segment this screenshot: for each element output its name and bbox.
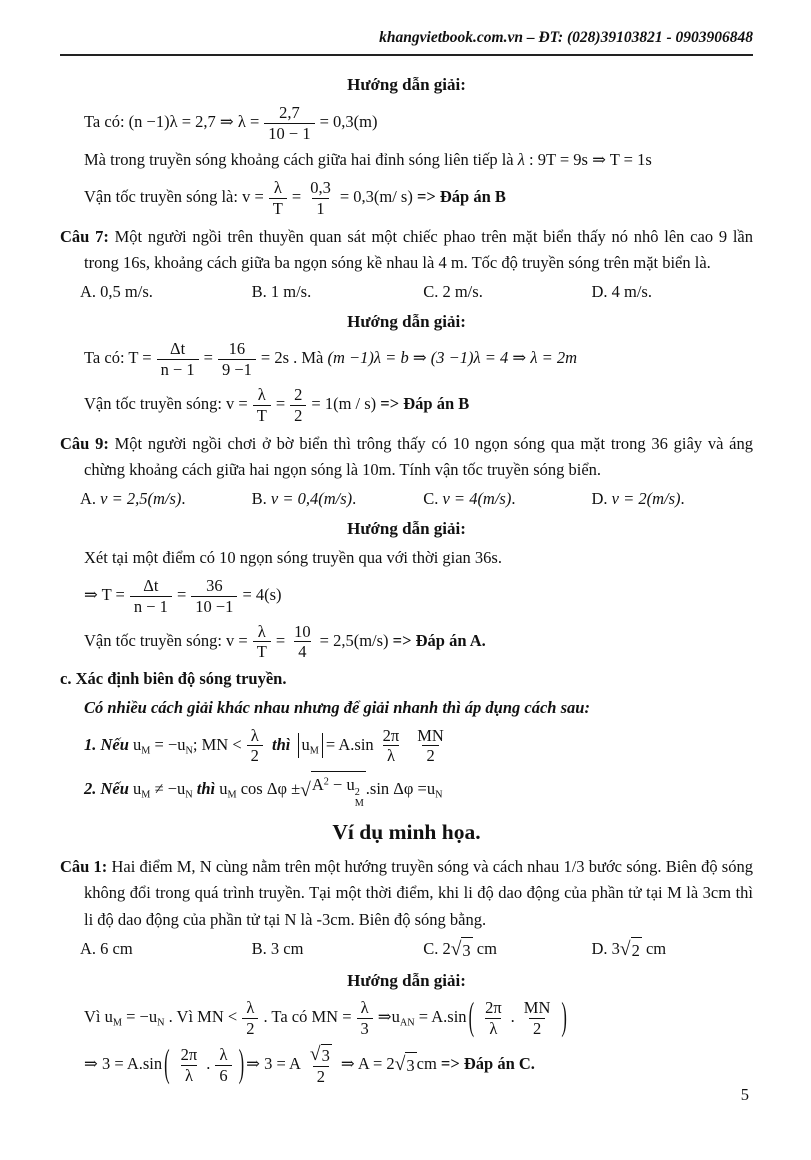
sub-sup-term: $A^2$ [311,775,329,795]
parenthesized-expression: ( $\frac{2\pi}{\lambda}$ . $\frac{MN}{2}$ ) [468,993,567,1039]
answer-option: A. 6 cm [80,938,133,958]
sub-sup-term: $u_N$ [177,734,193,757]
sqrt-expression: √ 3 [395,1052,417,1079]
fraction: $\frac{\lambda}{6}$ [215,1045,231,1086]
solution-heading: Hướng dẫn giải: [347,311,466,331]
sqrt-expression: √ 3 [309,1044,330,1066]
fraction: $\frac{2\pi}{\lambda}$ [485,998,502,1038]
fraction: $\frac{MN}{2}$ [417,725,444,766]
sub-sup-term: $u_{AN}$ [391,1007,415,1029]
fraction: √ 3 2 [309,1044,330,1086]
answer-option: B. 1 m/s. [251,282,312,302]
fraction: $\frac{2\pi}{\lambda}$ [180,1044,198,1085]
fraction: $\frac{2}{2}$ [290,385,306,426]
sub-sup-term: $u_N$ [177,779,193,801]
section-title: c. Xác định biên độ sóng truyền. [60,669,287,689]
question-text: Một người ngồi trên thuyền quan sát một chiếc phao trên mặt biển thấy nó nhô lên cao 9 lần trong 16s, khoảng cách giữa ba ngọn sóng kề nhau là 4 m. Tốc độ truyền sóng trên mặt biển là. [84,226,753,273]
example-heading: Ví dụ minh họa. [332,820,481,845]
fraction: $\frac{2,7}{10 - 1}$ [264,103,314,144]
sub-sup-term: $u_M$ [133,734,151,757]
fraction: $\frac{16}{9 -1}$ [218,339,256,380]
options-row [60,937,753,964]
question-text: Hai điểm M, N cùng nằm trên một hướng truyền sóng và cách nhau 1/3 bước sóng. Biên độ sóng không đổi trong quá trình truyền. Tại một thời điểm, khi li độ dao động của phần tử tại M là 3cm thì li độ dao động của phần tử tại N là -3cm. Biên độ sóng bằng. [84,856,753,930]
fraction: $\frac{\lambda}{2}$ [242,998,258,1039]
answer-option: D. v = 2(m/s). [591,489,685,508]
answer-option: D. 4 m/s. [591,282,652,302]
fraction: $\frac{\lambda}{T}$ [253,622,271,663]
sub-sup-term: $u_N$ [426,779,443,801]
math-line: Vận tốc truyền sóng là: v = $\frac{\lambda}{T}$ = $\frac{0,3}{1}$ = 0,3(m/ s) => Đáp án B [84,178,506,218]
page-number: 5 [740,1085,749,1104]
fraction: $\frac{36}{10 -1}$ [191,576,237,617]
fraction: $\frac{\lambda}{T}$ [269,178,287,219]
math-line: ⇒ 3 = A.sin ( $\frac{2\pi}{\lambda}$ . $\frac{\lambda}{6}$ ) ⇒ 3 = A √ 3 2 ⇒ A = 2 √ 3 cm => Đáp án C. [84,1040,535,1086]
fraction: $\frac{\lambda}{T}$ [253,385,271,426]
parenthesized-expression: ( $\frac{2\pi}{\lambda}$ . $\frac{\lambda}{6}$ ) [164,1040,245,1086]
math-line: Vì $u_M = -u_N$ . Vì MN < $\frac{\lambda}{2}$ . Ta có MN = $\frac{\lambda}{3}$ $\Rightarrow u_{AN} = A.\sin$ ( $\frac{2\pi}{\lambda}$ . $\frac{MN}{2}$ ) [84,993,567,1039]
solution-heading: Hướng dẫn giải: [347,970,466,990]
solution-heading: Hướng dẫn giải: [347,75,466,95]
sub-sup-term: $u_M$ [301,734,319,757]
sub-sup-term: u 2 M [346,775,364,810]
sub-sup-term: $u_M$ [133,779,151,801]
answer-option: C. 2 m/s. [423,282,483,302]
solution-heading: Hướng dẫn giải: [347,518,466,538]
math-line: Xét tại một điểm có 10 ngọn sóng truyền qua với thời gian 36s. [84,548,502,568]
sub-sup-term: $u_M$ [104,1007,122,1029]
math-line: 2. Nếu $u_M \ne -u_N$ thì $u_M$ cos Δφ ± √ $A^2 - u$ 2 M .sin $\Delta\varphi =u_N$ [60,771,753,809]
answer-option: A. 0,5 m/s. [80,282,153,302]
fraction: $\frac{\lambda}{2}$ [247,726,263,767]
sub-sup-term: $u_N$ [148,1007,165,1029]
sqrt-expression: √ 2 [620,937,642,964]
math-line: Ta có: T = $\frac{\Delta t}{n - 1}$ = $\frac{16}{9 -1}$ = 2s . Mà (m −1)λ = b ⇒ (3 −1)λ = 4 ⇒ λ = 2m [84,339,578,380]
question-label: Câu 1: [60,856,112,876]
math-line: 1. Nếu $u_M = -u_N$; MN < $\frac{\lambda}{2}$ thì $u_M = A.\sin$ $\frac{2\pi}{\lambda}$ $\frac{MN}{2}$ [60,726,753,767]
math-line: Mà trong truyền sóng khoảng cách giữa hai đỉnh sóng liên tiếp là λ : 9T = 9s ⇒ T = 1s [84,150,652,170]
absolute-value [298,733,323,758]
question-paragraph [60,431,753,484]
answer-option: A. v = 2,5(m/s). [80,489,186,508]
fraction: $\frac{10}{4}$ [294,621,311,662]
fraction: $\frac{MN}{2}$ [523,998,551,1038]
math-line: Vận tốc truyền sóng: v = $\frac{\lambda}{T}$ = $\frac{10}{4}$ = 2,5(m/s) => Đáp án A. [84,621,486,662]
math-line: Ta có: (n −1)λ = 2,7 ⇒ λ = $\frac{2,7}{10 - 1}$ = 0,3(m) [84,102,378,143]
fraction: $\frac{\Delta t}{n - 1}$ [157,339,199,380]
answer-option: D. 3 √ 2 cm [591,937,753,964]
answer-option: C. 2 √ 3 cm [423,937,591,964]
question-text: Một người ngồi chơi ở bờ biển thì trông thấy có 10 ngọn sóng qua mặt trong 36 giây và áng chừng khoảng cách giữa hai ngọn sóng là 10m. Tính vận tốc truyền sóng biển. [84,433,753,480]
question-paragraph [60,224,753,277]
sub-sup-term: $u_M$ [219,779,237,801]
document-body [60,72,753,1086]
question-paragraph [60,854,753,934]
answer-option: B. v = 0,4(m/s). [251,489,357,508]
fraction: $\frac{2\pi}{\lambda}$ [382,725,400,766]
sqrt-expression: √ 3 [451,937,473,964]
fraction: $\frac{\Delta t}{n - 1}$ [130,576,172,617]
math-line: Vận tốc truyền sóng: v = $\frac{\lambda}{T}$ = $\frac{2}{2}$ = 1(m / s) => Đáp án B [84,384,470,425]
note-line: Có nhiều cách giải khác nhau nhưng để giải nhanh thì áp dụng cách sau: [84,697,590,717]
page-header: khangvietbook.com.vn – ĐT: (028)39103821 - 0903906848 [60,26,753,56]
options-row [60,280,753,305]
math-line: ⇒ T = $\frac{\Delta t}{n - 1}$ = $\frac{36}{10 -1}$ = 4(s) [84,576,282,616]
options-row [60,487,753,512]
answer-option: B. 3 cm [251,938,304,958]
fraction: $\frac{\lambda}{3}$ [357,998,373,1039]
fraction: $\frac{0,3}{1}$ [310,178,331,218]
answer-option: C. v = 4(m/s). [423,489,516,508]
question-label: Câu 9: [60,433,115,453]
sqrt-expression: √ $A^2 - u$ 2 M [300,771,366,809]
question-label: Câu 7: [60,226,115,246]
